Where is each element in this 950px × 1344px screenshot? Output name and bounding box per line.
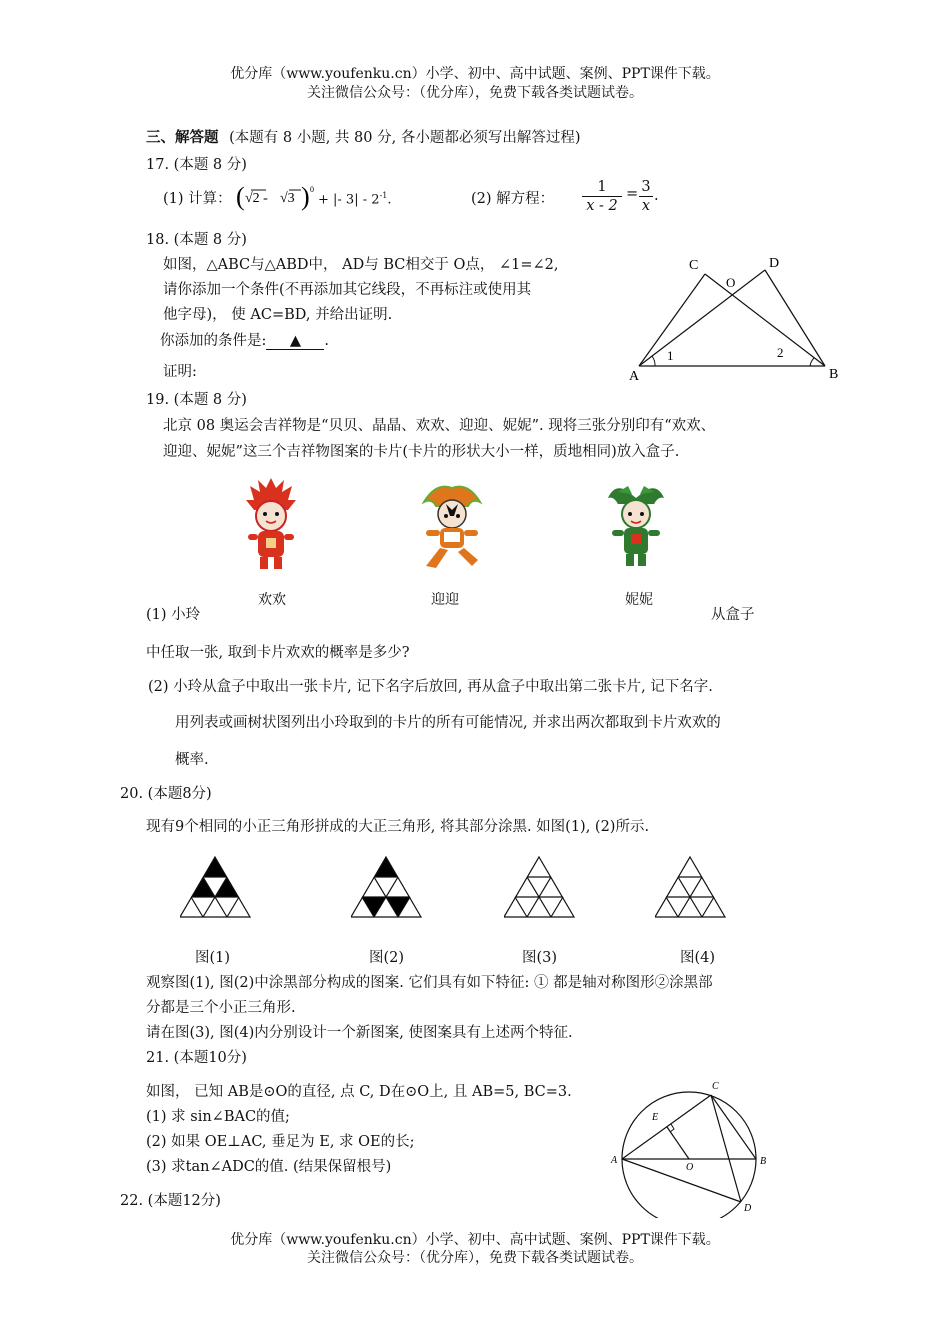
triangle-figure-4 [655,855,727,919]
q18-line3: 他字母)， 使 AC=BD, 并给出证明. [163,307,393,323]
q21-number: 21. (本题10分) [146,1050,247,1066]
label-o: O [726,275,736,290]
right-angle-mark [670,1124,674,1132]
caption-fig-1: 图(1) [195,950,231,966]
segment-ad [639,270,765,366]
paren-close: ) [301,182,310,211]
expr-tail: + |- 3| - 2 [318,192,380,208]
q17-sqrt-expression [236,181,316,211]
q19-part1-c: 中任取一张, 取到卡片欢欢的概率是多少? [146,645,410,661]
frac-num: 1 [597,179,607,195]
chord-cb [711,1095,756,1159]
label-angle-1: 1 [667,348,674,363]
exp-zero: 0 [310,185,314,194]
q18-proof-label: 证明: [163,364,197,380]
q17-part2-label: (2) 解方程： [471,191,555,207]
label-d: D [744,1203,752,1214]
chord-ac [622,1095,711,1159]
line4-end: . [324,333,329,349]
q20-line3: 分都是三个小正三角形. [146,1000,296,1016]
q19-line1: 北京 08 奥运会吉祥物是“贝贝、晶晶、欢欢、迎迎、妮妮”. 现将三张分别印有“欢欢、 [163,418,716,434]
q17-part1-label: (1) 计算： [163,191,232,207]
triangle-figure-1 [180,855,252,919]
q22-number: 22. (本题12分) [120,1193,221,1209]
footer-line-1: 优分库（www.youfenku.cn）小学、初中、高中试题、案例、PPT课件下载。 [230,1232,720,1248]
q21-part1: (1) 求 sin∠BAC的值; [146,1109,290,1125]
condition-blank [266,333,324,350]
q17-expr-tail [318,191,391,207]
header-line-2: 关注微信公众号：（优分库），免费下载各类试题试卷。 [307,85,643,101]
triangle-figure-3 [504,855,576,919]
equals-sign: = [626,186,639,202]
label-c: C [712,1081,719,1092]
caption-fig-2: 图(2) [369,950,405,966]
mascot-yingying-image [416,480,488,572]
q21-part2: (2) 如果 OE⊥AC, 垂足为 E, 求 OE的长; [146,1134,415,1150]
q19-part2-a: (2) 小玲从盒子中取出一张卡片, 记下名字后放回, 再从盒子中取出第二张卡片, 记下名字. [148,679,713,695]
q18-number: 18. (本题 8 分) [146,232,247,248]
mascot-label-yingying: 迎迎 [431,592,459,608]
q19-part1-a: (1) 小玲 [146,607,201,623]
q19-part2-c: 概率. [175,752,209,768]
q19-line2: 迎迎、妮妮”这三个吉祥物图案的卡片(卡片的形状大小一样，质地相同)放入盒子. [163,444,680,460]
caption-fig-3: 图(3) [522,950,558,966]
sqrt-3: √3 [280,191,295,206]
triangle-figure-2 [351,855,423,919]
q18-line2: 请你添加一个条件(不再添加其它线段，不再标注或使用其 [163,282,532,298]
segment-cb [705,274,825,366]
caption-fig-4: 图(4) [680,950,716,966]
expr-end: . [387,192,392,208]
q21-line1: 如图， 已知 AB是⊙O的直径, 点 C, D在⊙O上, 且 AB=5, BC=3. [146,1084,572,1100]
q20-line1: 现有9个相同的小正三角形拼成的大正三角形, 将其部分涂黑. 如图(1), (2)所示. [146,819,650,835]
angle-1-arc [652,356,655,366]
q19-part1-b: 从盒子 [711,607,755,623]
mascot-label-nini: 妮妮 [625,592,653,608]
label-o: O [686,1162,694,1173]
q17-fraction-right [639,178,653,215]
section-label: 三、解答题 [146,129,219,146]
section-title [146,126,580,147]
q19-number: 19. (本题 8 分) [146,392,247,408]
q18-line4 [160,329,329,350]
q17-fraction-left [582,178,622,215]
q17-end: . [654,188,659,204]
footer-line-2: 关注微信公众号：（优分库），免费下载各类试题试卷。 [307,1250,643,1266]
q21-part3: (3) 求tan∠ADC的值. (结果保留根号) [146,1159,392,1175]
header-line-1: 优分库（www.youfenku.cn）小学、初中、高中试题、案例、PPT课件下载。 [230,66,720,82]
exp-minus-one: -1 [379,191,388,200]
label-d: D [769,256,780,271]
mascot-nini-image [604,482,668,570]
q18-line1: 如图，△ABC与△ABD中， AD与 BC相交于 O点， ∠1=∠2, [163,257,559,273]
q21-circle-figure [603,1078,778,1218]
label-angle-2: 2 [777,345,784,360]
frac-den [639,196,653,215]
label-b: B [829,367,839,382]
q20-line2: 观察图(1), 图(2)中涂黑部分构成的图案. 它们具有如下特征: ① 都是轴对称图形②涂黑部 [146,975,713,991]
q19-part2-b: 用列表或画树状图列出小玲取到的卡片的所有可能情况, 并求出两次都取到卡片欢欢的 [175,715,721,731]
label-a: A [611,1155,618,1166]
q17-number: 17. (本题 8 分) [146,157,247,173]
label-b: B [760,1156,767,1167]
label-e: E [652,1112,659,1123]
sqrt-2: √2 - [245,191,268,206]
frac-den-text: x [641,198,651,214]
label-a: A [629,369,640,382]
condition-label: 你添加的条件是: [160,333,267,349]
q20-line4: 请在图(3), 图(4)内分别设计一个新图案, 使图案具有上述两个特征. [146,1025,573,1041]
chord-ad [622,1159,741,1202]
frac-den-text: x - 2 [586,198,618,214]
q18-triangle-figure [625,252,845,382]
mascot-label-huanhuan: 欢欢 [258,592,286,608]
section-desc: (本题有 8 小题, 共 80 分, 各小题都必须写出解答过程) [229,130,581,146]
segment-db [765,270,825,366]
angle-2-arc [810,358,814,366]
q20-number: 20. (本题8分) [120,786,212,802]
paren-open: ( [236,182,245,211]
label-c: C [689,258,699,273]
frac-den [582,196,622,215]
mascot-huanhuan-image [240,476,302,572]
frac-num: 3 [641,179,651,195]
blank-mark: ▲ [289,333,301,349]
